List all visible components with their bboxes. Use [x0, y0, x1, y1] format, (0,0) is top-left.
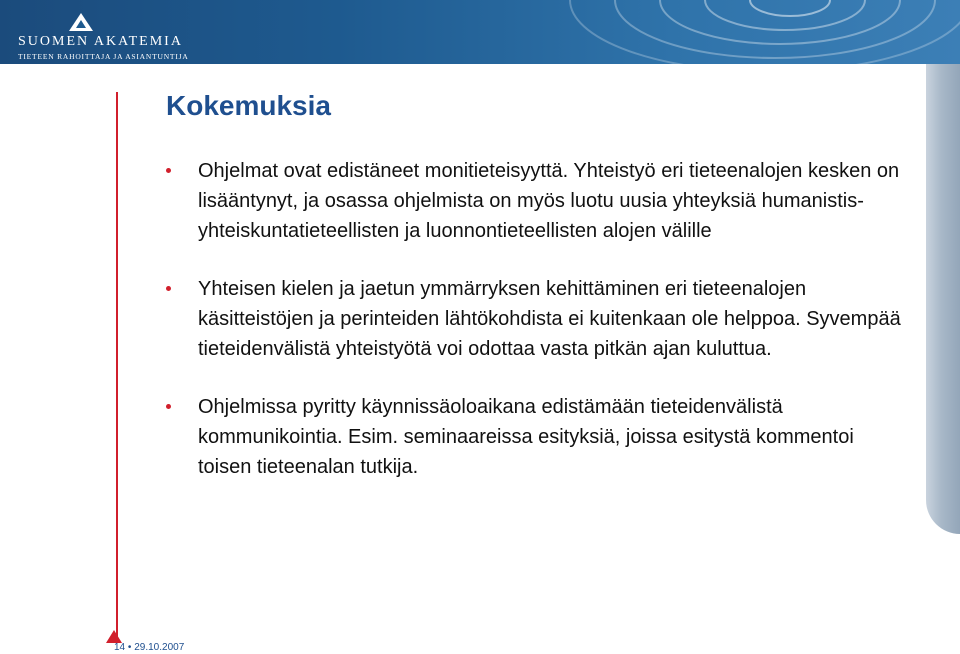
bullet-item: [166, 392, 906, 482]
right-decorative-bar: [926, 64, 960, 534]
slide-date: 29.10.2007: [134, 642, 185, 653]
logo-name: SUOMEN AKATEMIA: [18, 34, 183, 49]
bullet-dot-icon: [166, 404, 171, 409]
triangle-logo-icon: [68, 12, 94, 32]
bullet-dot-icon: [166, 168, 171, 173]
bullet-text: Ohjelmat ovat edistäneet monitieteisyyttä. Yhteistyö eri tieteenalojen kesken on lisääntynyt, ja osassa ohjelmista on myös luotu uusia yhteyksiä humanistis-yhteiskuntatieteellisten ja luonnontieteellisten alojen välille: [198, 160, 900, 242]
bullet-text: Yhteisen kielen ja jaetun ymmärryksen kehittäminen eri tieteenalojen käsitteistöjen ja perinteiden lähtökohdista ei kuitenkaan ole helppoa. Syvempää tieteidenvälistä yhteistyötä voi odottaa vasta pitkän ajan kuluttua.: [198, 278, 901, 360]
slide-title: Kokemuksia: [166, 90, 331, 121]
bullet-dot-icon: [166, 286, 171, 291]
bullet-item: [166, 156, 906, 246]
bullet-text: Ohjelmissa pyritty käynnissäoloaikana edistämään tieteidenvälistä kommunikointia. Esim. seminaareissa esityksiä, joissa esitystä kommentoi toisen tieteenalan tutkija.: [198, 396, 854, 478]
bullet-list: [166, 156, 906, 482]
footer-text: [114, 642, 184, 653]
page-number: 14: [114, 642, 126, 653]
footer-separator: •: [127, 642, 132, 653]
bullet-item: [166, 274, 906, 364]
suomen-akatemia-logo[interactable]: [18, 12, 189, 61]
decorative-swirl: [560, 0, 960, 64]
left-red-rule: [116, 92, 118, 638]
logo-tagline: TIETEEN RAHOITTAJA JA ASIANTUNTIJA: [18, 52, 189, 61]
header-banner: [0, 0, 960, 64]
